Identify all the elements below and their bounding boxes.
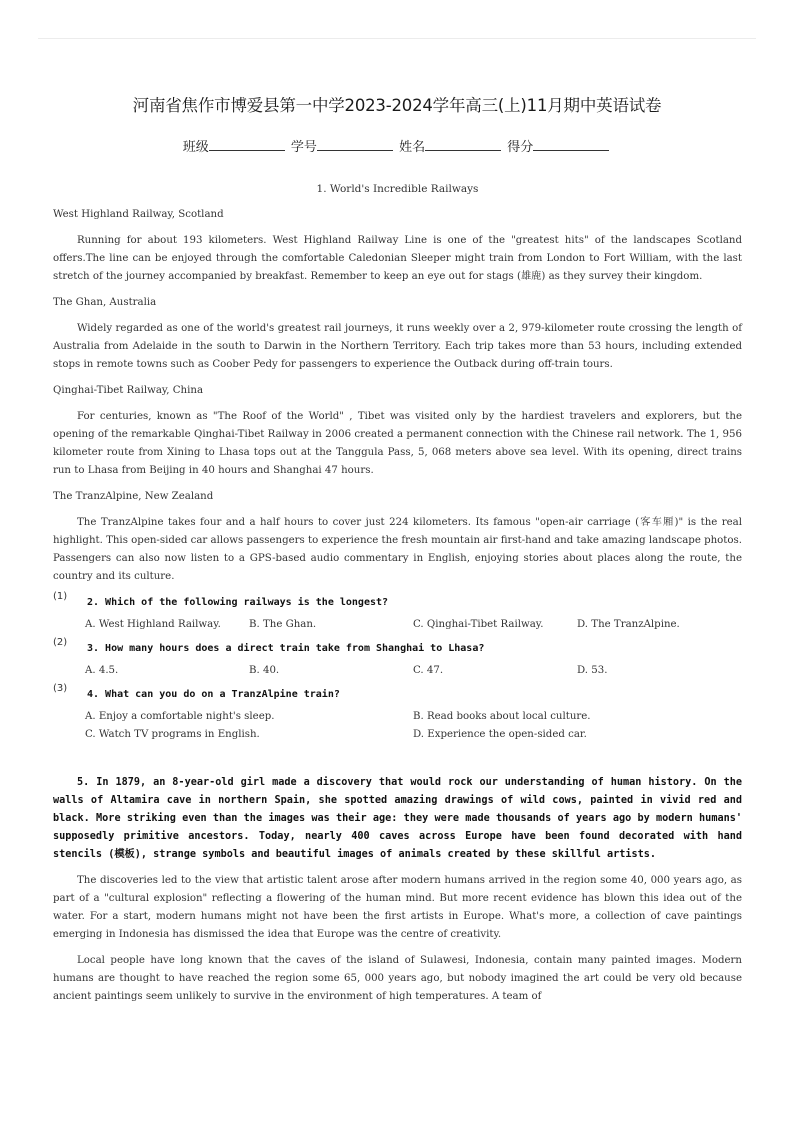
option-c[interactable]: C. Qinghai-Tibet Railway. — [413, 619, 544, 630]
student-id-label: 学号 — [290, 140, 317, 155]
student-info-line — [0, 136, 794, 155]
option-b[interactable]: B. 40. — [249, 665, 280, 676]
question-3-options — [53, 708, 742, 744]
passage2-paragraph: The discoveries led to the view that artistic talent arose after modern humans arrived in the region some 40, 000 years ago, as part of a "cultural explosion" reflecting a flowering of the human mind. But more recent evidence has blown this idea out of the water. For a start, modern humans might not have been the first artists in Europe. What's more, a collection of cave paintings emerging in Indonesia has dismissed the idea that Europe was the centre of creativity. — [53, 875, 742, 940]
question-3 — [53, 683, 742, 704]
option-d[interactable]: D. 53. — [577, 665, 608, 676]
question-text: 2. Which of the following railways is the longest? — [87, 597, 389, 608]
student-id-field[interactable] — [317, 138, 393, 151]
score-label: 得分 — [507, 140, 534, 155]
passage1-title: 1. World's Incredible Railways — [316, 183, 479, 195]
option-a[interactable]: A. 4.5. — [85, 665, 119, 676]
option-c[interactable]: C. Watch TV programs in English. — [85, 729, 260, 740]
name-label: 姓名 — [399, 140, 426, 155]
page-title: 河南省焦作市博爱县第一中学2023-2024学年高三(上)11月期中英语试卷 — [132, 96, 662, 115]
option-b[interactable]: B. The Ghan. — [249, 619, 317, 630]
section-heading: West Highland Railway, Scotland — [53, 209, 224, 220]
question-text: 3. How many hours does a direct train take from Shanghai to Lhasa? — [87, 643, 485, 654]
question-number: (1) — [53, 591, 68, 602]
question-number: (3) — [53, 683, 68, 694]
option-c[interactable]: C. 47. — [413, 665, 444, 676]
spacer — [53, 750, 742, 774]
name-field[interactable] — [425, 138, 501, 151]
option-a[interactable]: A. Enjoy a comfortable night's sleep. — [85, 711, 275, 722]
exam-content — [53, 176, 742, 1014]
section-text: The TranzAlpine takes four and a half hours to cover just 224 kilometers. Its famous "open-air carriage (客车厢)" is the real highlight. This open-sided car allows passengers to experience the fresh mountain air first-hand and take amazing landscape photos. Passengers can also now listen to a GPS-based audio commentary in English, enjoying stories about places along the route, the country and its culture. — [53, 517, 742, 582]
section-text: Widely regarded as one of the world's greatest rail journeys, it runs weekly over a 2, 979-kilometer route crossing the length of Australia from Adelaide in the south to Darwin in the Northern Territory. Each trip takes more than 53 hours, including extended stops in remote towns such as Coober Pedy for passengers to experience the Outback during off-train tours. — [53, 323, 742, 370]
class-label: 班级 — [182, 140, 209, 155]
class-field[interactable] — [209, 138, 285, 151]
question-1-options — [53, 616, 742, 634]
passage2-paragraph: Local people have long known that the caves of the island of Sulawesi, Indonesia, contain many painted images. Modern humans are thought to have reached the region some 65, 000 years ago, but nobody imagined the art could be very old because ancient paintings seem unlikely to survive in the environment of high temperatures. A team of — [53, 955, 742, 1002]
option-b[interactable]: B. Read books about local culture. — [413, 711, 591, 722]
question-text: 4. What can you do on a TranzAlpine train? — [87, 689, 340, 700]
section-heading: Qinghai-Tibet Railway, China — [53, 385, 204, 396]
question-2 — [53, 637, 742, 658]
option-d[interactable]: D. The TranzAlpine. — [577, 619, 680, 630]
question-2-options — [53, 662, 742, 680]
option-d[interactable]: D. Experience the open-sided car. — [413, 729, 587, 740]
score-field[interactable] — [533, 138, 609, 151]
question-number: (2) — [53, 637, 68, 648]
section-text: Running for about 193 kilometers. West Highland Railway Line is one of the "greatest hits" of the landscapes Scotland offers.The line can be enjoyed through the comfortable Caledonian Sleeper might train from London to Fort William, with the last stretch of the journey accompanied by breakfast. Remember to keep an eye out for stags (雄鹿) as they survey their kingdom. — [53, 235, 742, 282]
option-a[interactable]: A. West Highland Railway. — [85, 619, 221, 630]
section-heading: The TranzAlpine, New Zealand — [53, 491, 214, 502]
top-divider — [38, 38, 756, 39]
section-heading: The Ghan, Australia — [53, 297, 157, 308]
question-1 — [53, 591, 742, 612]
section-text: For centuries, known as "The Roof of the World" , Tibet was visited only by the hardiest travelers and explorers, but the opening of the remarkable Qinghai-Tibet Railway in 2006 created a permanent connection with the Chinese rail network. The 1, 956 kilometer route from Xining to Lhasa tops out at the Tanggula Pass, 5, 068 meters above sea level. With its opening, direct trains run to Lhasa from Beijing in 40 hours and Shanghai 47 hours. — [53, 411, 742, 476]
passage2-intro: 5. In 1879, an 8-year-old girl made a discovery that would rock our understanding of human history. On the walls of Altamira cave in northern Spain, she spotted amazing drawings of wild cows, painted in vivid red and black. More striking even than the images was their age: they were made thousands of years ago by modern humans' supposedly primitive ancestors. Today, nearly 400 caves across Europe have been found decorated with hand stencils (模板), strange symbols and beautiful images of animals created by these skillful artists. — [53, 777, 742, 860]
